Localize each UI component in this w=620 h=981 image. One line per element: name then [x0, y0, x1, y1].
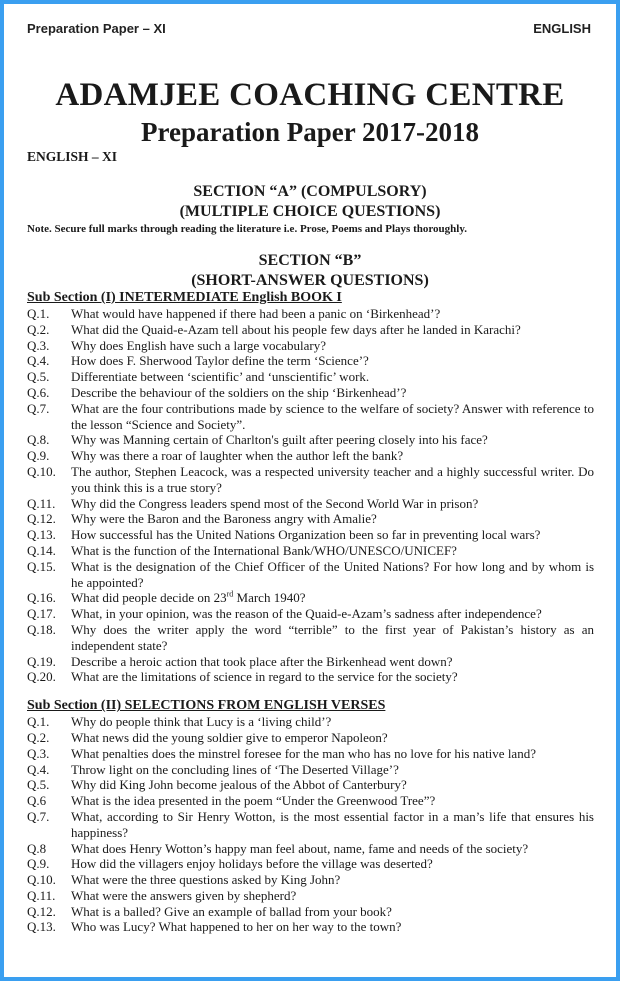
- question-text: Why do people think that Lucy is a ‘living child’?: [71, 714, 332, 730]
- question-item: [27, 793, 594, 809]
- question-text-part: March 1940?: [233, 590, 306, 606]
- question-number: Q.2.: [27, 729, 50, 745]
- question-item: [27, 590, 594, 606]
- question-text-part: rd: [226, 590, 234, 600]
- question-item: [27, 654, 594, 670]
- header-right: ENGLISH: [533, 21, 591, 36]
- question-item: [27, 496, 594, 512]
- question-text: What does Henry Wotton’s happy man feel about, name, fame and needs of the society?: [71, 840, 529, 856]
- question-text: What, according to Sir Henry Wotton, is the most essential factor in a man’s life that ensures his happiness?: [71, 808, 594, 840]
- question-item: [27, 919, 594, 935]
- question-number: Q.8.: [27, 432, 50, 448]
- question-item: [27, 714, 594, 730]
- question-text: How does F. Sherwood Taylor define the term ‘Science’?: [71, 353, 369, 369]
- section-a-note: Note. Secure full marks through reading the literature i.e. Prose, Poems and Plays thoroughly.: [27, 223, 467, 235]
- question-number: Q.3.: [27, 337, 50, 353]
- subsection-1-heading: Sub Section (I) INETERMEDIATE English BOOK I: [27, 290, 342, 305]
- question-item: [27, 888, 594, 904]
- question-text: [71, 590, 594, 606]
- question-number: Q.11.: [27, 887, 56, 903]
- question-item: [27, 622, 594, 654]
- section-b-title: SECTION “B”: [258, 252, 362, 269]
- section-a-title: SECTION “A” (COMPULSORY): [193, 183, 427, 200]
- question-number: Q.16.: [27, 590, 56, 606]
- question-text: Differentiate between ‘scientific’ and ‘unscientific’ work.: [71, 369, 370, 385]
- question-text: What is the function of the International Bank/WHO/UNESCO/UNICEF?: [71, 542, 457, 558]
- question-item: [27, 777, 594, 793]
- question-item: [27, 306, 594, 322]
- question-item: [27, 338, 594, 354]
- question-text-part: What did people decide on 23: [71, 590, 227, 606]
- question-item: [27, 872, 594, 888]
- question-item: [27, 606, 594, 622]
- question-number: Q.3.: [27, 745, 50, 761]
- document-title: ADAMJEE COACHING CENTRE: [55, 77, 565, 113]
- question-text: Why does the writer apply the word “terrible” to the first year of Pakistan’s history as an independent state?: [71, 621, 594, 653]
- question-item: [27, 746, 594, 762]
- question-text: What were the answers given by shepherd?: [71, 887, 297, 903]
- question-item: [27, 527, 594, 543]
- header-left: Preparation Paper – XI: [27, 21, 166, 36]
- question-item: [27, 809, 594, 841]
- section-a-subtitle: (MULTIPLE CHOICE QUESTIONS): [179, 203, 441, 220]
- question-number: Q.1.: [27, 714, 50, 730]
- question-text: What is the designation of the Chief Officer of the United Nations? For how long and by whom is he appointed?: [71, 558, 594, 590]
- document-subtitle: Preparation Paper 2017-2018: [141, 117, 479, 147]
- subsection-1-questions: [27, 306, 594, 685]
- question-text: Describe a heroic action that took place after the Birkenhead went down?: [71, 653, 453, 669]
- question-item: [27, 543, 594, 559]
- question-text: Why were the Baron and the Baroness angry with Amalie?: [71, 511, 377, 527]
- question-text: How did the villagers enjoy holidays before the village was deserted?: [71, 856, 433, 872]
- question-text: What is the idea presented in the poem “Under the Greenwood Tree”?: [71, 793, 436, 809]
- question-text: What is a balled? Give an example of ballad from your book?: [71, 903, 392, 919]
- question-number: Q.15.: [27, 558, 56, 574]
- question-number: Q.6: [27, 793, 47, 809]
- question-text: Who was Lucy? What happened to her on her way to the town?: [71, 919, 402, 935]
- question-number: Q.17.: [27, 606, 56, 622]
- question-number: Q.12.: [27, 511, 56, 527]
- question-text: What penalties does the minstrel foresee for the man who has no love for his native land?: [71, 745, 536, 761]
- question-number: Q.7.: [27, 808, 50, 824]
- question-number: Q.5.: [27, 369, 50, 385]
- question-item: [27, 322, 594, 338]
- question-item: [27, 369, 594, 385]
- question-number: Q.7.: [27, 400, 50, 416]
- question-number: Q.8: [27, 840, 47, 856]
- section-a-heading: [4, 182, 616, 222]
- question-number: Q.19.: [27, 653, 56, 669]
- question-item: [27, 385, 594, 401]
- question-item: [27, 432, 594, 448]
- question-text: Why did the Congress leaders spend most of the Second World War in prison?: [71, 495, 479, 511]
- question-text: What, in your opinion, was the reason of the Quaid-e-Azam’s sadness after independence?: [71, 606, 542, 622]
- question-item: [27, 904, 594, 920]
- section-b-subtitle: (SHORT-ANSWER QUESTIONS): [191, 272, 429, 289]
- question-item: [27, 464, 594, 496]
- question-number: Q.13.: [27, 527, 56, 543]
- question-text: What were the three questions asked by King John?: [71, 872, 341, 888]
- question-number: Q.1.: [27, 306, 50, 321]
- question-text: Why was Manning certain of Charlton's guilt after peering closely into his face?: [71, 432, 488, 448]
- question-item: [27, 559, 594, 591]
- section-b-heading: [4, 251, 616, 291]
- subsection-2-heading: Sub Section (II) SELECTIONS FROM ENGLISH VERSES: [27, 698, 386, 714]
- question-number: Q.13.: [27, 919, 56, 935]
- question-item: [27, 730, 594, 746]
- question-number: Q.4.: [27, 353, 50, 369]
- question-item: [27, 401, 594, 433]
- question-text: What news did the young soldier give to emperor Napoleon?: [71, 729, 388, 745]
- subsection-2-questions: [27, 714, 594, 935]
- question-text: What would have happened if there had been a panic on ‘Birkenhead’?: [71, 306, 441, 321]
- question-text: The author, Stephen Leacock, was a respected university teacher and a highly successful writer. Do you think this is a true story?: [71, 463, 594, 495]
- question-number: Q.9.: [27, 448, 50, 464]
- question-number: Q.2.: [27, 321, 50, 337]
- question-number: Q.10.: [27, 463, 56, 479]
- question-number: Q.5.: [27, 777, 50, 793]
- question-item: [27, 353, 594, 369]
- question-text: Describe the behaviour of the soldiers on the ship ‘Birkenhead’?: [71, 384, 407, 400]
- question-text: What did the Quaid-e-Azam tell about his people few days after he landed in Karachi?: [71, 321, 521, 337]
- document-page: [4, 4, 616, 977]
- question-text: Why was there a roar of laughter when the author left the bank?: [71, 448, 404, 464]
- question-item: [27, 762, 594, 778]
- question-text: How successful has the United Nations Organization been so far in preventing local wars?: [71, 527, 541, 543]
- question-number: Q.12.: [27, 903, 56, 919]
- subject-label: ENGLISH – XI: [27, 149, 118, 164]
- question-number: Q.9.: [27, 856, 50, 872]
- question-item: [27, 511, 594, 527]
- question-item: [27, 669, 594, 685]
- question-number: Q.6.: [27, 384, 50, 400]
- question-item: [27, 841, 594, 857]
- question-text: Why does English have such a large vocabulary?: [71, 337, 326, 353]
- question-number: Q.4.: [27, 761, 50, 777]
- question-text: Why did King John become jealous of the Abbot of Canterbury?: [71, 777, 407, 793]
- question-number: Q.14.: [27, 542, 56, 558]
- questions-body: [27, 289, 594, 935]
- question-text: What are the limitations of science in regard to the service for the society?: [71, 669, 458, 685]
- question-number: Q.10.: [27, 872, 56, 888]
- question-number: Q.18.: [27, 621, 56, 637]
- question-item: [27, 448, 594, 464]
- question-number: Q.11.: [27, 495, 56, 511]
- question-text: Throw light on the concluding lines of ‘The Deserted Village’?: [71, 761, 399, 777]
- question-item: [27, 856, 594, 872]
- question-number: Q.20.: [27, 669, 56, 685]
- question-text: What are the four contributions made by science to the welfare of society? Answer with reference to the lesson “Science and Society”.: [71, 400, 594, 432]
